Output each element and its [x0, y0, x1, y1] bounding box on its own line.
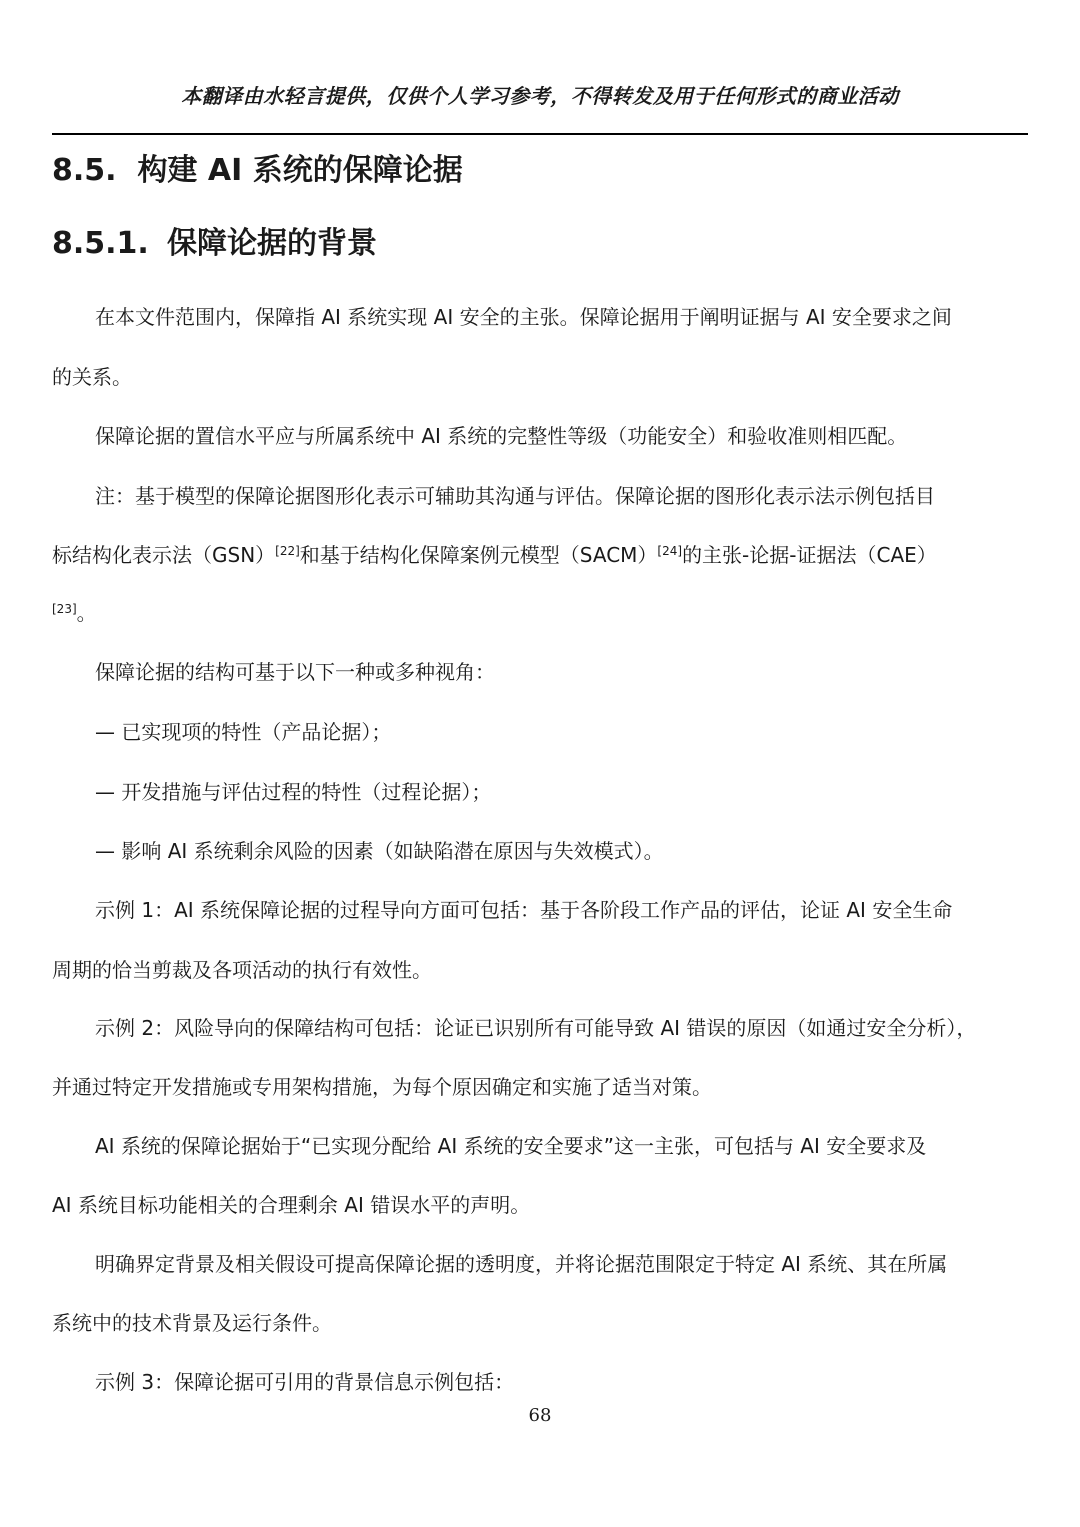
citation-ref: [23] — [52, 602, 77, 616]
page-header-notice: 本翻译由水轻言提供，仅供个人学习参考，不得转发及用于任何形式的商业活动 — [181, 84, 899, 108]
section-number: 8.5. — [52, 153, 117, 188]
section-title: 构建 AI 系统的保障论据 — [137, 153, 463, 188]
paragraph-line: 在本文件范围内，保障指 AI 系统实现 AI 安全的主张。保障论据用于阐明证据与 AI 安全要求之间 — [95, 305, 952, 329]
paragraph-line: AI 系统的保障论据始于“已实现分配给 AI 系统的安全要求”这一主张，可包括与 AI 安全要求及 — [95, 1134, 927, 1158]
paragraph-line: 的关系。 — [52, 365, 132, 389]
paragraph-line: 明确界定背景及相关假设可提高保障论据的透明度，并将论据范围限定于特定 AI 系统、其在所属 — [95, 1252, 948, 1276]
note-line — [52, 597, 1028, 626]
citation-ref: [22] — [275, 544, 300, 558]
list-item: — 已实现项的特性（产品论据）； — [95, 720, 392, 744]
paragraph-line: 系统中的技术背景及运行条件。 — [52, 1311, 332, 1335]
example-line: 示例 3：保障论据可引用的背景信息示例包括： — [95, 1370, 515, 1394]
list-item: — 开发措施与评估过程的特性（过程论据）； — [95, 780, 492, 804]
example-line: 周期的恰当剪裁及各项活动的执行有效性。 — [52, 958, 432, 982]
note-text: 。 — [76, 601, 97, 625]
paragraph-line: 保障论据的置信水平应与所属系统中 AI 系统的完整性等级（功能安全）和验收准则相匹配。 — [95, 424, 908, 448]
example-line: 示例 1：AI 系统保障论据的过程导向方面可包括：基于各阶段工作产品的评估，论证 AI 安全生命 — [95, 898, 953, 922]
example-line: 并通过特定开发措施或专用架构措施，为每个原因确定和实施了适当对策。 — [52, 1075, 712, 1099]
paragraph-line: 保障论据的结构可基于以下一种或多种视角： — [95, 660, 495, 684]
citation-ref: [24] — [657, 544, 683, 558]
subsection-title: 保障论据的背景 — [167, 226, 377, 261]
note-line — [52, 539, 1028, 568]
subsection-heading — [52, 218, 377, 262]
paragraph-line: AI 系统目标功能相关的合理剩余 AI 错误水平的声明。 — [52, 1193, 531, 1217]
example-line: 示例 2：风险导向的保障结构可包括：论证已识别所有可能导致 AI 错误的原因（如通过安全分析）， — [95, 1016, 977, 1040]
note-line: 注：基于模型的保障论据图形化表示可辅助其沟通与评估。保障论据的图形化表示法示例包括目 — [95, 484, 935, 508]
list-item: — 影响 AI 系统剩余风险的因素（如缺陷潜在原因与失效模式）。 — [95, 839, 664, 863]
page-number: 68 — [528, 1405, 552, 1426]
subsection-number: 8.5.1. — [52, 226, 149, 261]
header-divider — [52, 133, 1028, 135]
note-text: 的主张-论据-证据法（CAE） — [682, 543, 937, 567]
note-text: 标结构化表示法（GSN） — [52, 543, 276, 567]
section-heading — [52, 145, 463, 189]
note-text: 和基于结构化保障案例元模型（SACM） — [299, 543, 658, 567]
